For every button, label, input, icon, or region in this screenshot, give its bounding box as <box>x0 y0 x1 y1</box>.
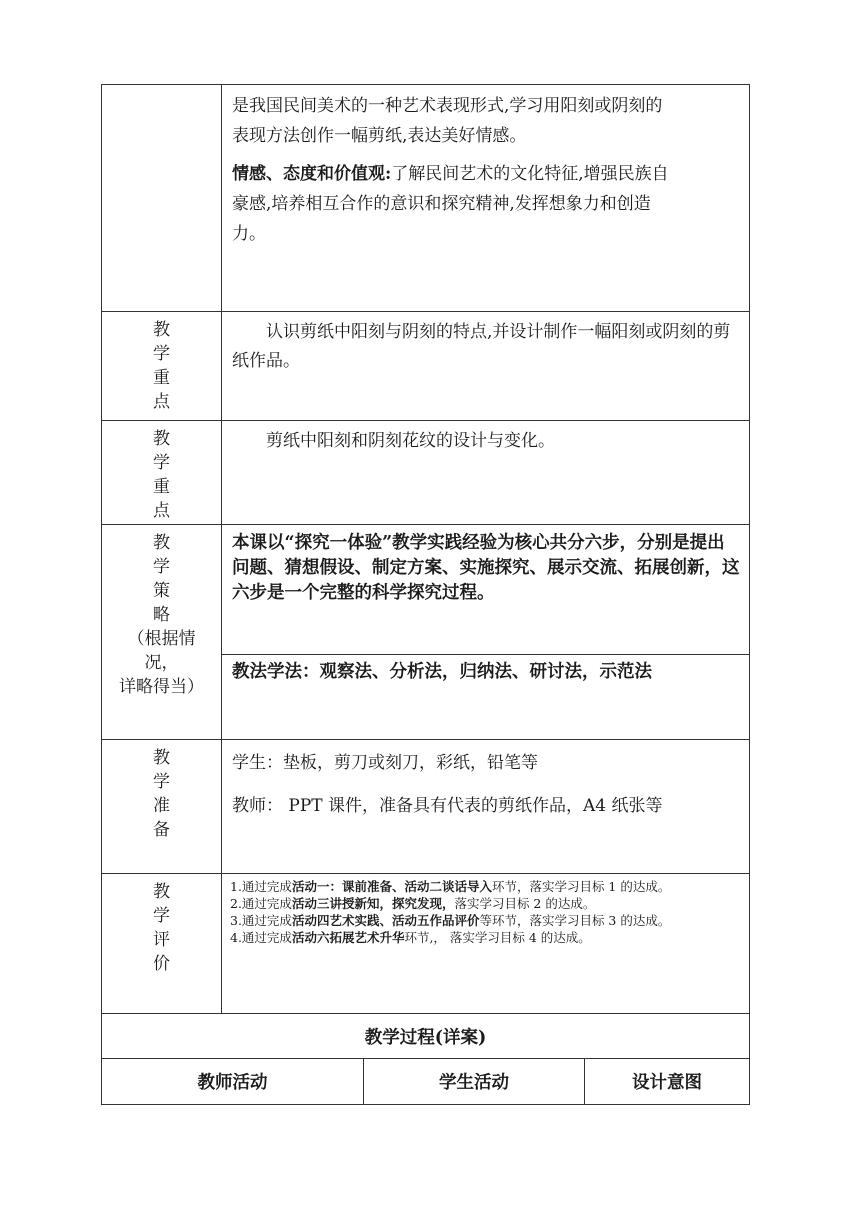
methods-text: 教法学法：观察法、分析法，归纳法、研讨法，示范法 <box>232 662 652 682</box>
label-char: 况， <box>144 653 179 673</box>
strategy-text: 本课以“探究一体验”教学实践经验为核心共分六步，分别是提出问题、猜想假设、制定方案、实施探究、展示交流、拓展创新，这六步是一个完整的科学探究过程。 <box>232 533 740 603</box>
evaluation-label <box>102 874 222 1014</box>
methods-content <box>222 655 750 740</box>
eval-activity: 活动四艺术实践、活动五作品评价 <box>291 913 480 928</box>
label-char: （根据情 <box>127 629 196 649</box>
label-char: 评 <box>153 930 170 950</box>
objectives-row <box>102 85 750 312</box>
label-char: 略 <box>153 605 170 625</box>
label-char: 教 <box>153 429 170 449</box>
evaluation-item <box>230 895 743 912</box>
label-char: 教 <box>153 748 170 768</box>
eval-activity: 活动一：课前准备、活动二谈话导入 <box>291 879 492 894</box>
label-char: 学 <box>153 906 170 926</box>
label-char: 学 <box>153 344 170 364</box>
label-char: 价 <box>153 954 170 974</box>
label-char: 教 <box>153 882 170 902</box>
eval-text: 2.通过完成 <box>230 896 292 911</box>
label-char: 学 <box>153 453 170 473</box>
label-char: 重 <box>153 368 170 388</box>
label-char: 准 <box>153 796 170 816</box>
objectives-label-cell <box>102 85 222 312</box>
preparation-label <box>102 740 222 874</box>
student-materials: 学生：垫板，剪刀或刻刀，彩纸，铅笔等 <box>232 753 538 773</box>
student-activity-header: 学生活动 <box>364 1059 585 1105</box>
difficulties-content <box>222 421 750 525</box>
strategy-row <box>102 525 750 655</box>
label-char: 点 <box>153 501 170 521</box>
evaluation-row <box>102 874 750 1014</box>
label-char: 策 <box>153 581 170 601</box>
design-intent-header: 设计意图 <box>585 1059 750 1105</box>
eval-text: 1.通过完成 <box>230 879 292 894</box>
objectives-line: 是我国民间美术的一种艺术表现形式,学习用阳刻或阴刻的 <box>232 96 663 116</box>
teacher-materials: 教师： PPT 课件，准备具有代表的剪纸作品，A4 纸张等 <box>232 796 663 816</box>
eval-activity: 活动六拓展艺术升华 <box>291 930 405 945</box>
evaluation-content <box>222 874 750 1014</box>
process-header-row <box>102 1059 750 1105</box>
eval-text: 环节，落实学习目标 1 的达成。 <box>491 879 671 894</box>
label-char: 学 <box>153 772 170 792</box>
key-points-label <box>102 312 222 421</box>
teacher-activity-header: 教师活动 <box>102 1059 364 1105</box>
difficulties-label <box>102 421 222 525</box>
label-char: 详略得当） <box>119 677 204 697</box>
emotion-label: 情感、态度和价值观: <box>232 164 392 184</box>
eval-text: 3.通过完成 <box>230 913 292 928</box>
emotion-text: 豪感,培养相互合作的意识和探究精神,发挥想象力和创造 <box>232 194 651 214</box>
evaluation-item <box>230 912 743 929</box>
process-title: 教学过程(详案) <box>102 1014 750 1059</box>
process-title-row <box>102 1014 750 1059</box>
lesson-plan-table <box>101 84 750 1105</box>
objectives-line: 表现方法创作一幅剪纸,表达美好情感。 <box>232 126 527 146</box>
objectives-content <box>222 85 750 312</box>
label-char: 教 <box>153 533 170 553</box>
preparation-row <box>102 740 750 874</box>
eval-text: 4.通过完成 <box>230 930 292 945</box>
key-points-text: 认识剪纸中阳刻与阴刻的特点,并设计制作一幅阳刻或阴刻的剪纸作品。 <box>232 322 731 371</box>
label-char: 点 <box>153 392 170 412</box>
label-char: 教 <box>153 320 170 340</box>
difficulties-row <box>102 421 750 525</box>
preparation-content <box>222 740 750 874</box>
emotion-text: 了解民间艺术的文化特征,增强民族自 <box>391 164 669 184</box>
key-points-content <box>222 312 750 421</box>
evaluation-item <box>230 878 743 895</box>
evaluation-item <box>230 929 743 946</box>
emotion-text: 力。 <box>232 224 266 244</box>
label-char: 备 <box>153 820 170 840</box>
eval-text: 落实学习目标 2 的达成。 <box>454 896 596 911</box>
strategy-content <box>222 525 750 655</box>
emotion-objective <box>232 159 741 189</box>
eval-text: 等环节，落实学习目标 3 的达成。 <box>479 913 671 928</box>
label-char: 重 <box>153 477 170 497</box>
key-points-row <box>102 312 750 421</box>
difficulties-text: 剪纸中阳刻和阴刻花纹的设计与变化。 <box>266 431 555 451</box>
eval-text: 环节,， 落实学习目标 4 的达成。 <box>404 930 591 945</box>
strategy-label <box>102 525 222 740</box>
eval-activity: 活动三讲授新知，探究发现， <box>291 896 455 911</box>
label-char: 学 <box>153 557 170 577</box>
